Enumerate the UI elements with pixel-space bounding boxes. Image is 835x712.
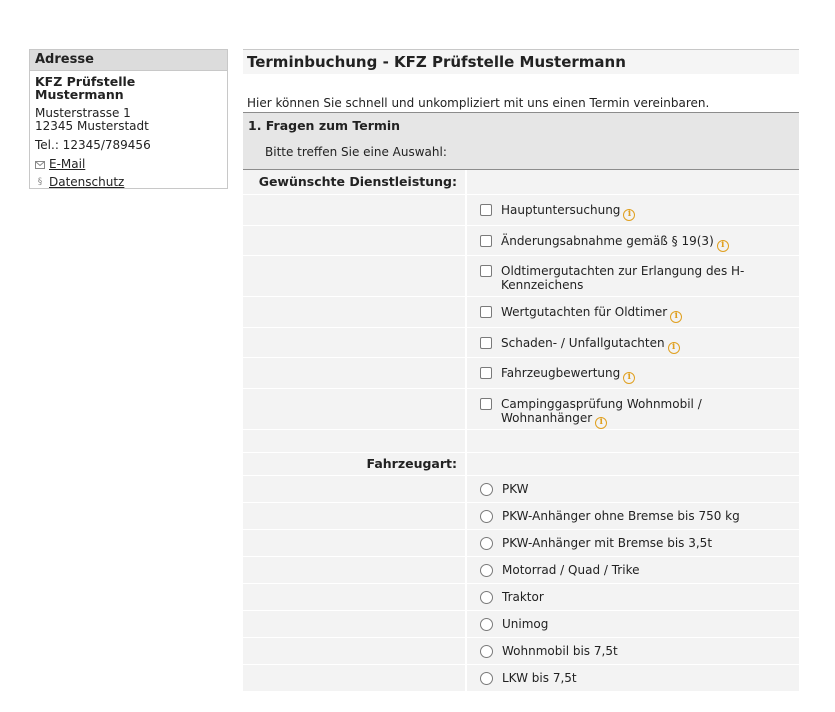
service-option-row [243,256,799,297]
intro-text: Hier können Sie schnell und unkompliziert mit uns einen Termin vereinbaren. [247,96,710,110]
vehicle-option-label: PKW-Anhänger ohne Bremse bis 750 kg [502,509,740,523]
vehicle-radio[interactable] [480,591,493,604]
info-icon[interactable]: i [623,372,635,384]
service-option-label: Fahrzeugbewertung i [501,366,635,384]
page-title: Terminbuchung - KFZ Prüfstelle Mustermann [243,49,799,74]
vehicle-option-label: Unimog [502,617,549,631]
vehicle-radio[interactable] [480,645,493,658]
vehicle-radio[interactable] [480,483,493,496]
street: Musterstrasse 1 [35,106,131,120]
info-icon[interactable]: i [595,417,607,429]
vehicle-option-label: Wohnmobil bis 7,5t [502,644,618,658]
city: 12345 Musterstadt [35,119,149,133]
paragraph-icon: § [37,177,43,187]
vehicle-option-label: PKW [502,482,529,496]
vehicle-radio[interactable] [480,618,493,631]
vehicle-option-row [243,584,799,611]
address-heading: Adresse [30,50,227,71]
service-checkbox[interactable] [480,235,492,247]
vehicle-option-label: LKW bis 7,5t [502,671,577,685]
privacy-link[interactable]: Datenschutz [49,175,125,189]
service-option-row [243,297,799,328]
vehicle-option-row [243,611,799,638]
vehicle-option-row [243,638,799,665]
service-option-label: Oldtimergutachten zur Erlangung des H-Kennzeichens [501,264,745,292]
section-hint: Bitte treffen Sie eine Auswahl: [265,145,447,159]
vehicle-option-label: Traktor [502,590,544,604]
service-checkbox[interactable] [480,306,492,318]
service-option-row [243,328,799,358]
email-link[interactable]: E-Mail [49,157,86,171]
vehicle-radio[interactable] [480,537,493,550]
booking-form [243,49,799,692]
info-icon[interactable]: i [717,240,729,252]
vehicle-option-row [243,665,799,692]
vehicle-option-row [243,557,799,584]
info-icon[interactable]: i [670,311,682,323]
info-icon[interactable]: i [668,342,680,354]
services-label-row [243,170,799,195]
info-icon[interactable]: i [623,209,635,221]
section-header [243,112,799,170]
service-option-row [243,226,799,256]
service-option-row [243,358,799,389]
vehicle-label-row [243,453,799,476]
section-title: 1. Fragen zum Termin [248,118,401,133]
envelope-icon [35,160,45,170]
service-option-row [243,389,799,430]
vehicle-option-row [243,476,799,503]
service-option-row [243,195,799,226]
spacer-row [243,430,799,453]
vehicle-option-label: PKW-Anhänger mit Bremse bis 3,5t [502,536,713,550]
service-checkbox[interactable] [480,265,492,277]
company-name: KFZ Prüfstelle Mustermann [35,74,136,102]
vehicle-radio[interactable] [480,672,493,685]
services-label: Gewünschte Dienstleistung: [243,170,465,194]
vehicle-option-row [243,503,799,530]
vehicle-option-label: Motorrad / Quad / Trike [502,563,640,577]
address-box [29,49,228,189]
service-checkbox[interactable] [480,367,492,379]
phone: Tel.: 12345/789456 [35,138,151,152]
service-option-label: Änderungsabnahme gemäß § 19(3) i [501,234,729,252]
service-checkbox[interactable] [480,337,492,349]
vehicle-option-row [243,530,799,557]
service-checkbox[interactable] [480,398,492,410]
vehicle-radio[interactable] [480,510,493,523]
vehicle-radio[interactable] [480,564,493,577]
service-option-label: Wertgutachten für Oldtimer i [501,305,682,323]
service-checkbox[interactable] [480,204,492,216]
service-option-label: Campinggasprüfung Wohnmobil / Wohnanhänger i [501,397,702,427]
vehicle-label: Fahrzeugart: [243,453,465,475]
service-option-label: Hauptuntersuchung i [501,203,635,221]
service-option-label: Schaden- / Unfallgutachten i [501,336,680,354]
